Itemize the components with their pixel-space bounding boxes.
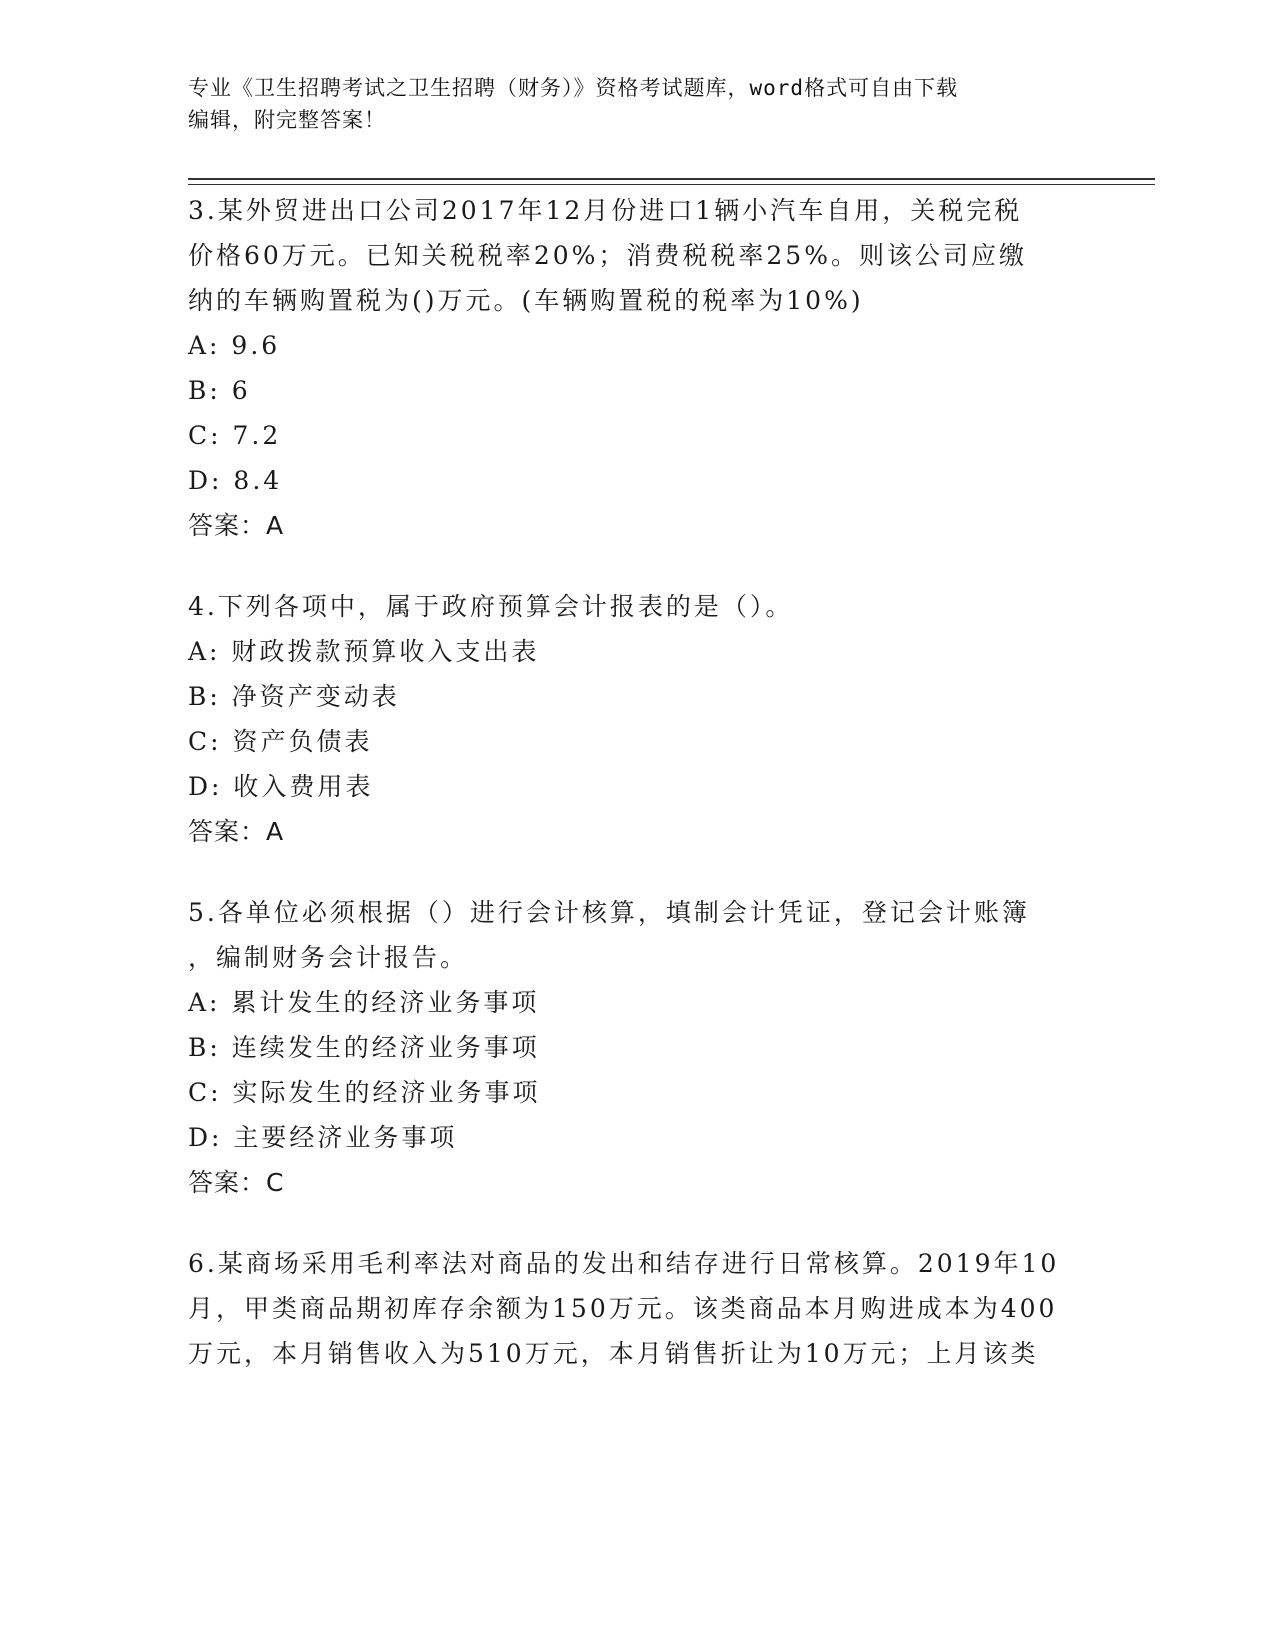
option-a: A: 9.6 (188, 331, 281, 360)
question-3 (188, 188, 1088, 548)
question-stem: ，编制财务会计报告。 (188, 943, 469, 972)
answer-line: 答案：A (188, 817, 285, 846)
question-stem: 3.某外贸进出口公司2017年12月份进口1辆小汽车自用，关税完税 (188, 196, 1023, 225)
header-line-2: 编辑，附完整答案！ (188, 108, 386, 132)
option-c: C: 实际发生的经济业务事项 (188, 1078, 541, 1107)
question-stem: 价格60万元。已知关税税率20%；消费税税率25%。则该公司应缴 (188, 241, 1027, 270)
option-a: A: 财政拨款预算收入支出表 (188, 637, 540, 666)
question-4 (188, 584, 1088, 854)
document-header (188, 72, 1068, 136)
question-stem: 4.下列各项中，属于政府预算会计报表的是（）。 (188, 592, 794, 621)
question-list (188, 188, 1088, 1412)
question-stem: 纳的车辆购置税为()万元。(车辆购置税的税率为10%) (188, 286, 864, 315)
answer-line: 答案：A (188, 511, 285, 540)
header-divider-thick (188, 178, 1155, 180)
question-stem: 万元，本月销售收入为510万元，本月销售折让为10万元；上月该类 (188, 1339, 1039, 1368)
option-b: B: 净资产变动表 (188, 682, 400, 711)
question-6 (188, 1241, 1088, 1376)
option-b: B: 6 (188, 376, 251, 405)
option-d: D: 主要经济业务事项 (188, 1123, 458, 1152)
option-d: D: 8.4 (188, 466, 283, 495)
question-5 (188, 890, 1088, 1205)
option-a: A: 累计发生的经济业务事项 (188, 988, 540, 1017)
option-d: D: 收入费用表 (188, 772, 374, 801)
option-c: C: 7.2 (188, 421, 282, 450)
option-b: B: 连续发生的经济业务事项 (188, 1033, 540, 1062)
question-stem: 月，甲类商品期初库存余额为150万元。该类商品本月购进成本为400 (188, 1294, 1058, 1323)
header-line-1: 专业《卫生招聘考试之卫生招聘（财务）》资格考试题库，word格式可自由下载 (188, 76, 959, 100)
question-stem: 5.各单位必须根据（）进行会计核算，填制会计凭证，登记会计账簿 (188, 898, 1030, 927)
question-stem: 6.某商场采用毛利率法对商品的发出和结存进行日常核算。2019年10 (188, 1249, 1060, 1278)
option-c: C: 资产负债表 (188, 727, 373, 756)
answer-line: 答案：C (188, 1168, 285, 1197)
header-divider-thin (188, 184, 1155, 185)
